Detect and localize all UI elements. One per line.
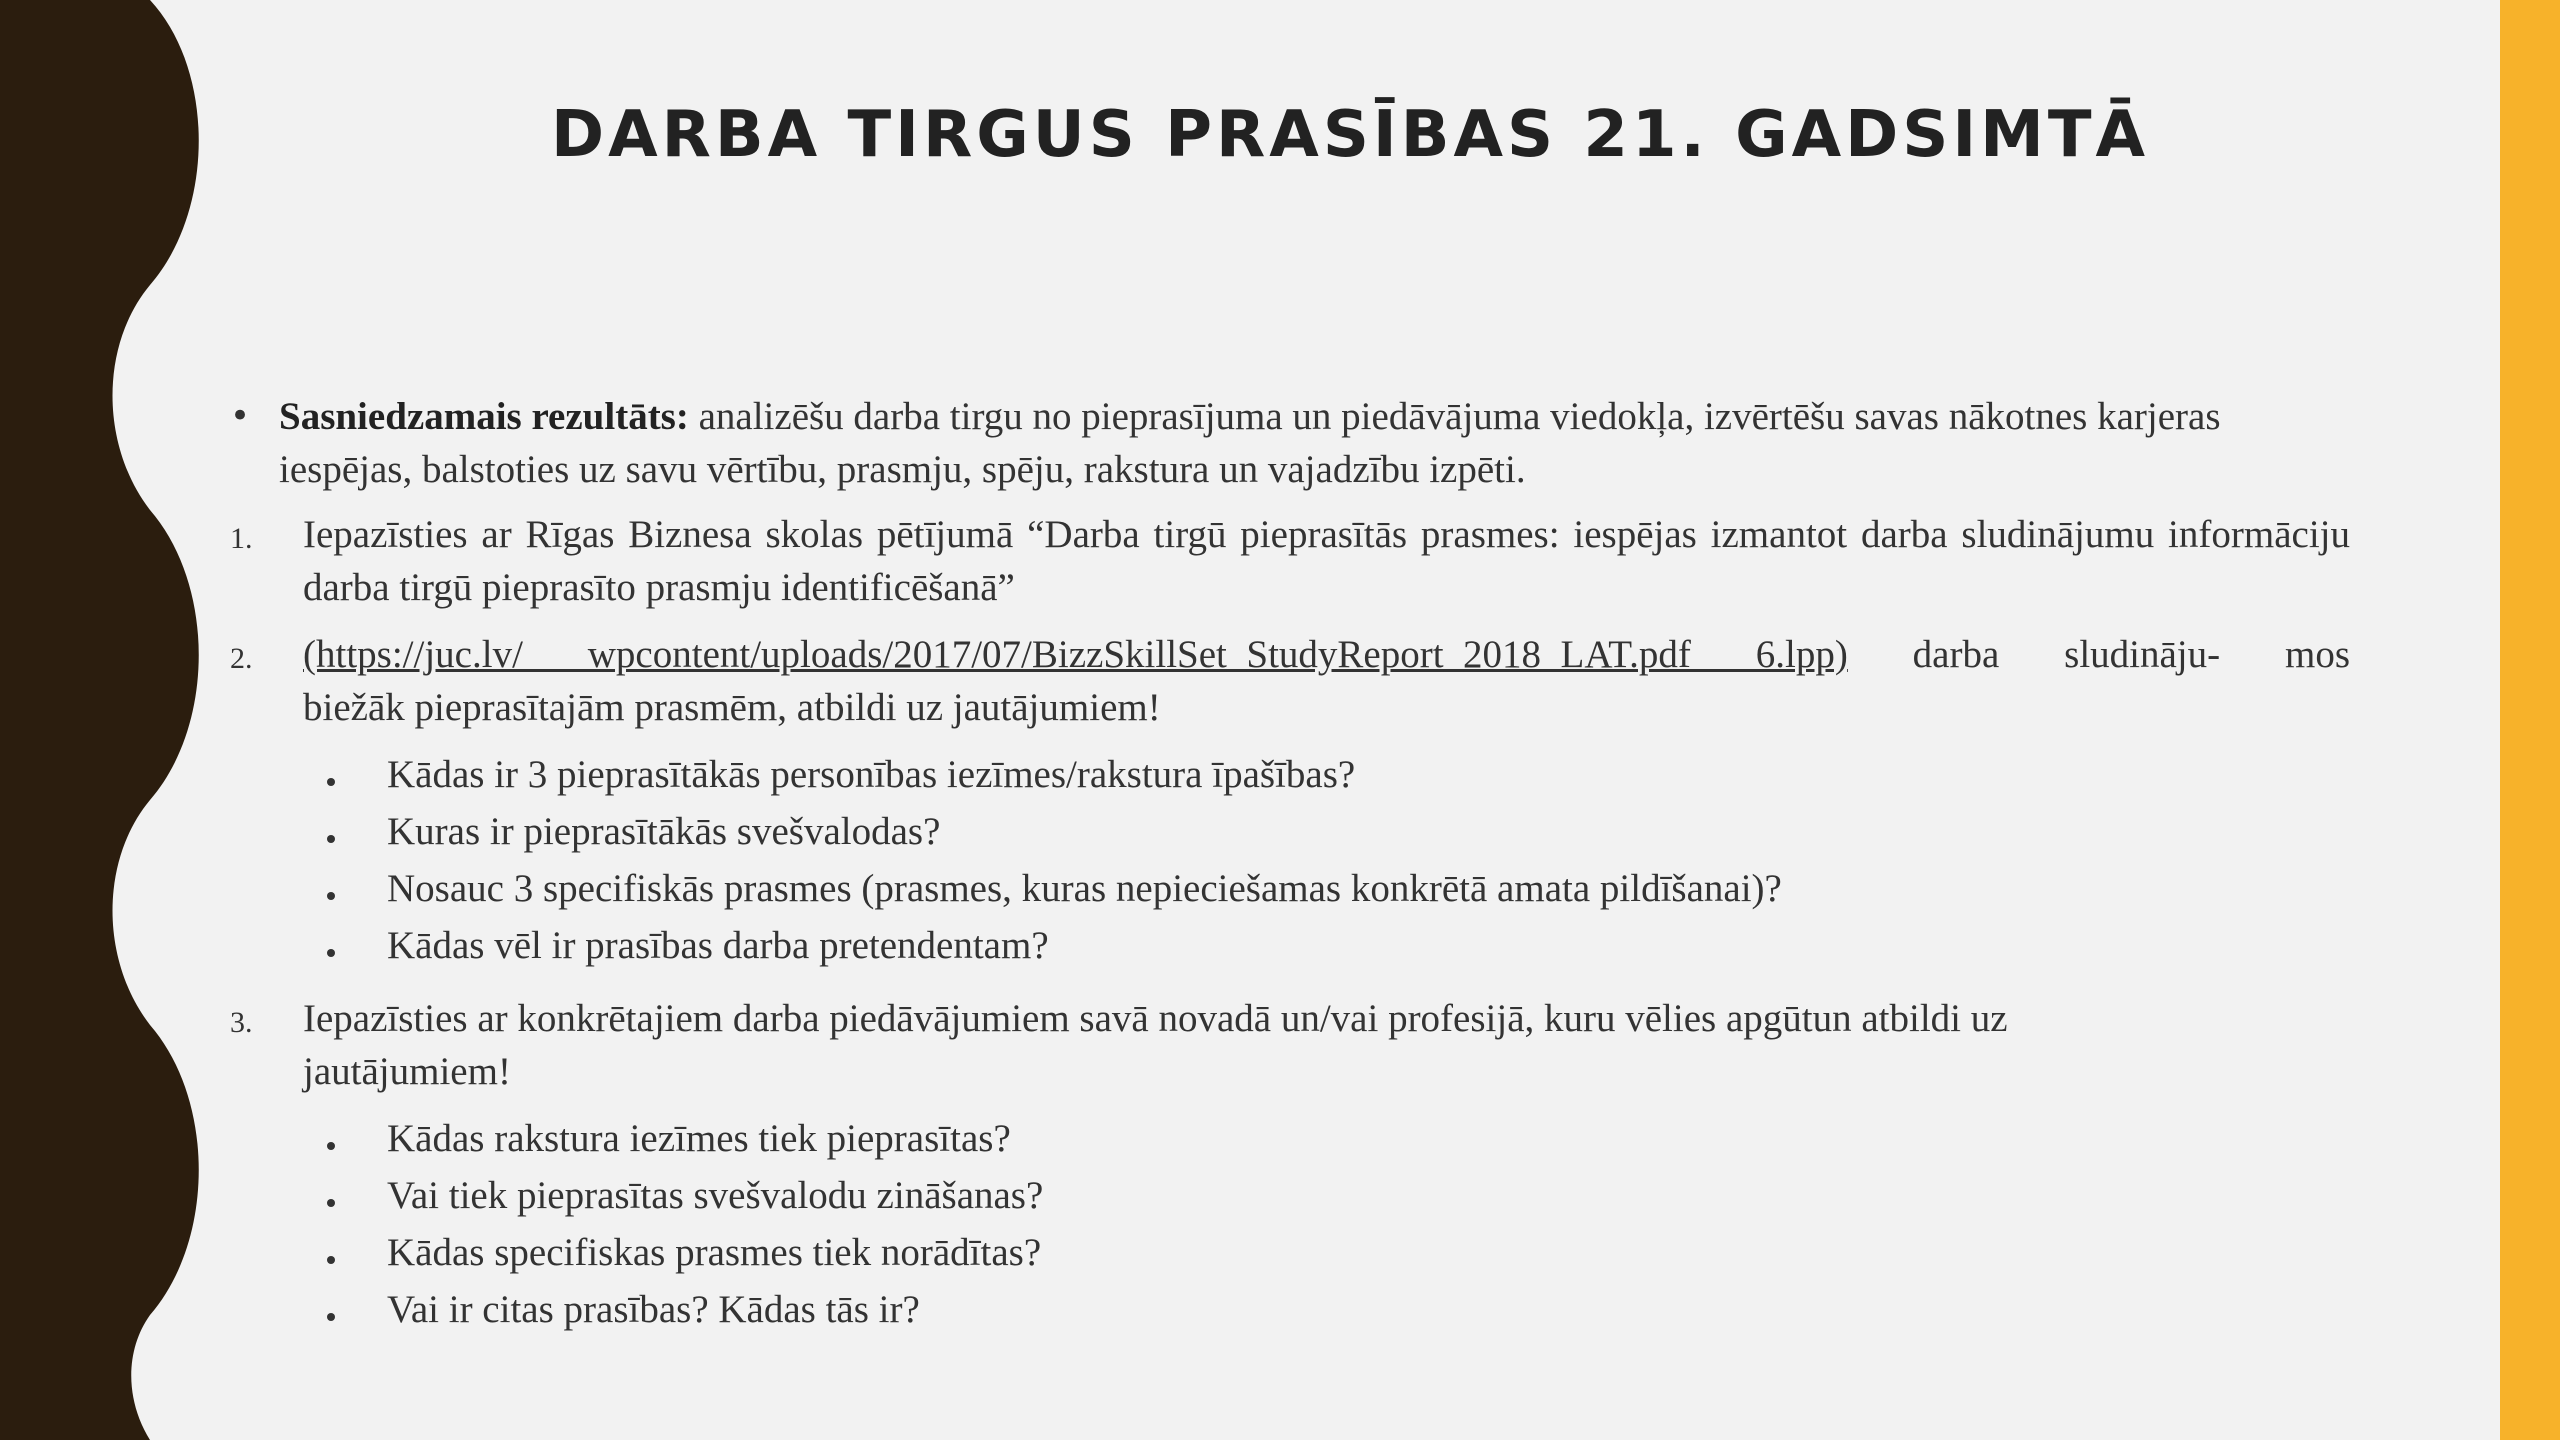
item-line-2: biežāk pieprasītajām prasmēm, atbildi uz jautājumiem! [303, 686, 1161, 729]
item-number: 2. [230, 642, 253, 675]
item-line-1 [303, 628, 2350, 681]
item-text: Iepazīsties ar konkrētajiem darba piedāvājumiem savā novadā un/vai profesijā, kuru vēlies apgūtun atbildi uz jautājumiem! [303, 997, 2008, 1093]
sub-list-2 [230, 748, 2350, 976]
sub-list-item: Kādas vēl ir prasības darba pretendentam? [230, 919, 2350, 976]
sub-list-item: Kādas rakstura iezīmes tiek pieprasītas? [230, 1112, 2350, 1169]
bullet-icon [327, 1126, 336, 1135]
left-wavy-band [0, 0, 200, 1440]
right-accent-band [2500, 0, 2560, 1440]
numbered-item-2 [230, 628, 2350, 734]
lead-label: Sasniedzamais rezultāts: [279, 395, 689, 438]
slide-body [230, 390, 2350, 1356]
lead-bullet [230, 390, 2350, 496]
sub-list-item: Nosauc 3 specifiskās prasmes (prasmes, kuras nepieciešamas konkrētā amata pildīšanai)? [230, 862, 2350, 919]
lead-text: analizēšu darba tirgu no pieprasījuma un piedāvājuma viedokļa, izvērtēšu savas nākotnes karjeras iespējas, balstoties uz savu vērtību, prasmju, spēju, rakstura un vajadzību izpēti. [279, 395, 2221, 491]
item-text: Iepazīsties ar Rīgas Biznesa skolas pētījumā “Darba tirgū pieprasītās prasmes: iespējas izmantot darba sludinājumu informāciju darba tirgū pieprasīto prasmju identificēšanā” [303, 513, 2350, 609]
item-number: 3. [230, 1006, 253, 1039]
sub-list-3 [230, 1112, 2350, 1340]
item-number: 1. [230, 522, 253, 555]
study-report-link[interactable]: (https://juc.lv/ wpcontent/uploads/2017/07/BizzSkillSet_StudyReport_2018_LAT.pdf 6.lpp) [303, 633, 1848, 676]
sub-list-item: Vai ir citas prasības? Kādas tās ir? [230, 1283, 2350, 1340]
bullet-icon: • [230, 396, 251, 436]
slide-title: DARBA TIRGUS PRASĪBAS 21. GADSIMTĀ [550, 98, 2150, 172]
sub-list-item: Vai tiek pieprasītas svešvalodu zināšanas? [230, 1169, 2350, 1226]
item-text-after-link: darba sludināju- mos [1847, 633, 2350, 676]
bullet-icon [327, 876, 336, 885]
sub-list-item: Kādas specifiskas prasmes tiek norādītas? [230, 1226, 2350, 1283]
bullet-icon [327, 1297, 336, 1306]
bullet-icon [327, 1183, 336, 1192]
sub-list-item: Kuras ir pieprasītākās svešvalodas? [230, 805, 2350, 862]
bullet-icon [327, 762, 336, 771]
sub-list-item: Kādas ir 3 pieprasītākās personības iezīmes/rakstura īpašības? [230, 748, 2350, 805]
numbered-item-1 [230, 508, 2350, 614]
numbered-item-3 [230, 992, 2350, 1098]
bullet-icon [327, 1240, 336, 1249]
bullet-icon [327, 819, 336, 828]
bullet-icon [327, 933, 336, 942]
